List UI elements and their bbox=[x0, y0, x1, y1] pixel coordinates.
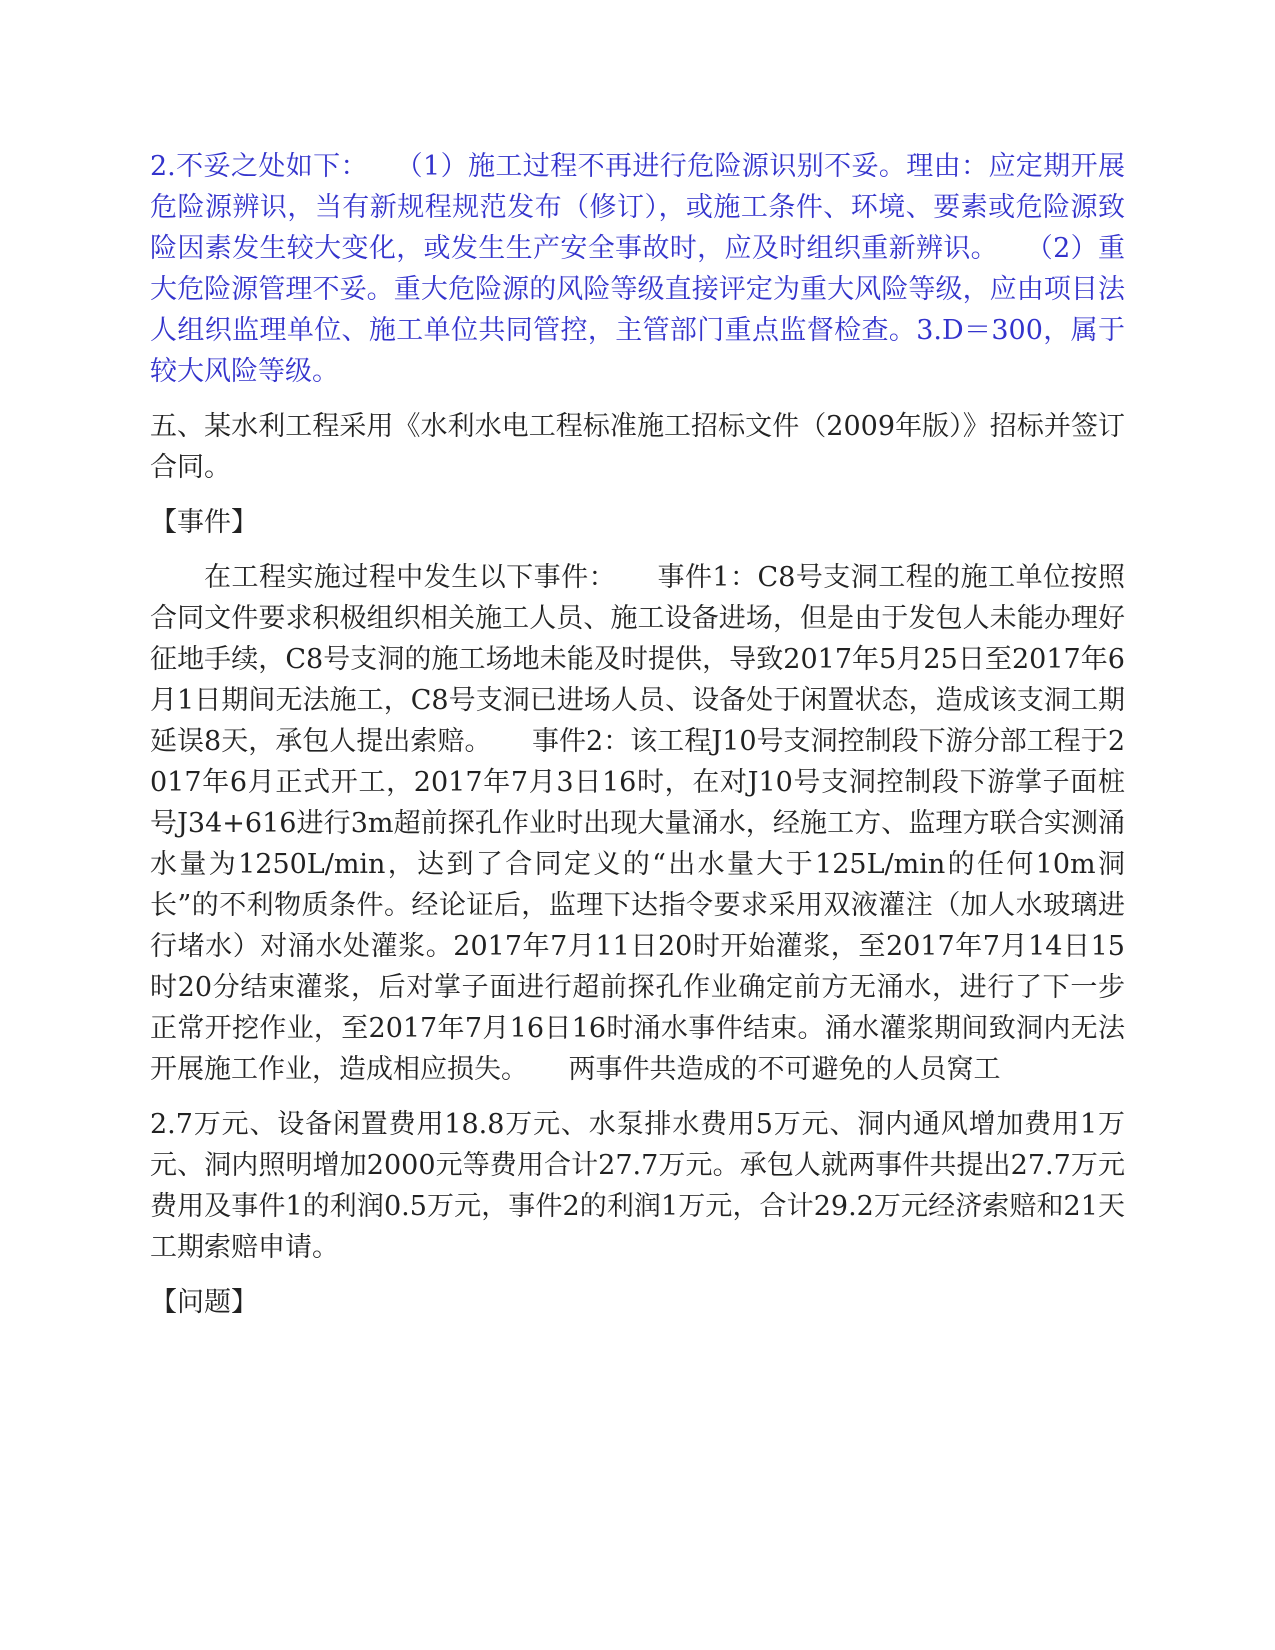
question-heading: 【问题】 bbox=[150, 1287, 258, 1318]
event-heading: 【事件】 bbox=[150, 507, 258, 538]
document-body bbox=[150, 146, 1125, 1337]
question-intro: 五、某水利工程采用《水利水电工程标准施工招标文件（2009年版）》招标并签订合同。 bbox=[150, 411, 1125, 483]
cost-paragraph: 2.7万元、设备闲置费用18.8万元、水泵排水费用5万元、洞内通风增加费用1万元、洞内照明增加2000元等费用合计27.7万元。承包人就两事件共提出27.7万元费用及事件1的利润0.5万元，事件2的利润1万元，合计29.2万元经济索赔和21天工期索赔申请。 bbox=[150, 1109, 1125, 1263]
answer-paragraph: 2.不妥之处如下： （1）施工过程不再进行危险源识别不妥。理由：应定期开展危险源辨识，当有新规程规范发布（修订），或施工条件、环境、要素或危险源致险因素发生较大变化，或发生生产安全事故时，应及时组织重新辨识。 （2）重大危险源管理不妥。重大危险源的风险等级直接评定为重大风险等级，应由项目法人组织监理单位、施工单位共同管控，主管部门重点监督检查。3.D＝300，属于较大风险等级。 bbox=[150, 151, 1125, 387]
event-paragraph: 在工程实施过程中发生以下事件： 事件1：C8号支洞工程的施工单位按照合同文件要求积极组织相关施工人员、施工设备进场，但是由于发包人未能办理好征地手续，C8号支洞的施工场地未能及时提供，导致2017年5月25日至2017年6月1日期间无法施工，C8号支洞已进场人员、设备处于闲置状态，造成该支洞工期延误8天，承包人提出索赔。 事件2：该工程J10号支洞控制段下游分部工程于2017年6月正式开工，2017年7月3日16时，在对J10号支洞控制段下游掌子面桩号J34+616进行3m超前探孔作业时出现大量涌水，经施工方、监理方联合实测涌水量为1250L/min，达到了合同定义的“出水量大于125L/min的任何10m洞长”的不利物质条件。经论证后，监理下达指令要求采用双液灌注（加人水玻璃进行堵水）对涌水处灌浆。2017年7月11日20时开始灌浆，至2017年7月14日15时20分结束灌浆，后对掌子面进行超前探孔作业确定前方无涌水，进行了下一步正常开挖作业，至2017年7月16日16时涌水事件结束。涌水灌浆期间致洞内无法开展施工作业，造成相应损失。 两事件共造成的不可避免的人员窝工 bbox=[150, 562, 1125, 1085]
